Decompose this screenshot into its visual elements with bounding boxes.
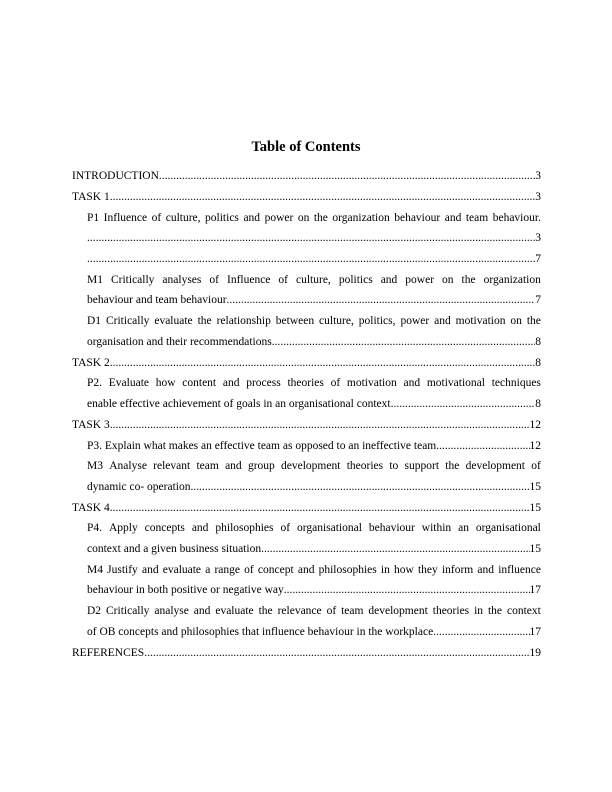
toc-word: relationship bbox=[216, 315, 271, 327]
toc-word: context bbox=[506, 605, 541, 617]
toc-word: relevant bbox=[153, 460, 191, 472]
toc-word: a bbox=[205, 564, 211, 576]
toc-word: between bbox=[275, 315, 315, 327]
toc-word: theories bbox=[287, 377, 324, 389]
toc-word: team bbox=[465, 212, 489, 224]
toc-word: development bbox=[465, 460, 526, 472]
toc-word: culture, bbox=[296, 274, 331, 286]
toc-entry-m3-line1[interactable] bbox=[87, 459, 541, 473]
toc-word: organisational bbox=[296, 522, 362, 534]
toc-entry-p3[interactable]: P3. Explain what makes an effective team as opposed to an ineffective team ..... 12 bbox=[87, 439, 541, 453]
toc-word: politics bbox=[338, 274, 373, 286]
toc-word: behaviour bbox=[394, 212, 441, 224]
toc-word: the bbox=[313, 212, 328, 224]
toc-word: and bbox=[141, 564, 159, 576]
toc-word: organization bbox=[332, 212, 390, 224]
toc-word: philosophies bbox=[318, 564, 377, 576]
toc-word: content bbox=[182, 377, 217, 389]
toc-word: Influence bbox=[103, 212, 148, 224]
toc-word: D1 bbox=[87, 315, 102, 327]
toc-word: the bbox=[445, 460, 460, 472]
toc-word: and bbox=[191, 522, 209, 534]
toc-word: motivation bbox=[455, 315, 506, 327]
toc-word: in bbox=[380, 564, 390, 576]
toc-word: P4. bbox=[87, 522, 103, 534]
toc-word: influence bbox=[498, 564, 541, 576]
toc-word: organisational bbox=[475, 522, 541, 534]
toc-word: of bbox=[326, 605, 337, 617]
toc-word: within bbox=[421, 522, 452, 534]
toc-word: and bbox=[403, 377, 421, 389]
toc-word: group bbox=[247, 460, 275, 472]
toc-word: the bbox=[461, 274, 476, 286]
toc-entry-d1-line1[interactable] bbox=[87, 314, 541, 328]
toc-word: they bbox=[417, 564, 438, 576]
toc-entry-d2-line1[interactable] bbox=[87, 604, 541, 618]
toc-word: and bbox=[380, 274, 398, 286]
toc-entry-m4-line1[interactable] bbox=[87, 563, 541, 577]
toc-word: on bbox=[297, 212, 310, 224]
toc-word: process bbox=[246, 377, 281, 389]
toc-word: Apply bbox=[108, 522, 138, 534]
toc-word: and bbox=[477, 564, 495, 576]
toc-entry-introduction[interactable]: INTRODUCTION ..... 3 bbox=[72, 169, 541, 183]
toc-word: and bbox=[434, 315, 451, 327]
toc-word: of bbox=[244, 564, 254, 576]
toc-entry-p1-line1[interactable] bbox=[87, 211, 541, 225]
toc-word: team bbox=[196, 460, 219, 472]
toc-entry-p1-line3[interactable]: ..... 7 bbox=[87, 252, 541, 266]
toc-word: evaluate bbox=[154, 315, 193, 327]
toc-entry-m1-line2[interactable]: behaviour and team behaviour ..... 7 bbox=[87, 293, 541, 307]
toc-word: behaviour bbox=[368, 522, 415, 534]
toc-entry-p1-line2[interactable]: ..... 3 bbox=[87, 231, 541, 245]
toc-word: motivational bbox=[426, 377, 485, 389]
toc-word: M1 bbox=[87, 274, 103, 286]
toc-entry-d2-line2[interactable]: of OB concepts and philosophies that influence behaviour in the workplace ..... 17 bbox=[87, 625, 541, 639]
toc-word: organization bbox=[483, 274, 541, 286]
toc-word: an bbox=[458, 522, 469, 534]
toc-entry-references[interactable]: REFERENCES ..... 19 bbox=[72, 646, 541, 660]
toc-word: team bbox=[341, 605, 364, 617]
toc-word: inform bbox=[441, 564, 474, 576]
toc-word: how bbox=[394, 564, 414, 576]
toc-entry-task-1[interactable]: TASK 1 ..... 3 bbox=[72, 190, 541, 204]
toc-entry-p4-line2[interactable]: context and a given business situation ..... 15 bbox=[87, 542, 541, 556]
toc-word: on bbox=[442, 274, 454, 286]
toc-word: of bbox=[151, 212, 162, 224]
toc-word: on bbox=[510, 315, 522, 327]
toc-entry-d1-line2[interactable]: organisation and their recommendations ..... 8 bbox=[87, 335, 541, 349]
toc-word: and bbox=[222, 377, 240, 389]
toc-word: P2. bbox=[87, 377, 103, 389]
toc-word: culture, bbox=[319, 315, 354, 327]
toc-word: evaluate bbox=[162, 564, 202, 576]
toc-word: of bbox=[209, 274, 219, 286]
toc-word: evaluate bbox=[215, 605, 254, 617]
toc-word: of bbox=[278, 274, 288, 286]
toc-word: M3 bbox=[87, 460, 103, 472]
toc-entry-m1-line1[interactable] bbox=[87, 273, 541, 287]
toc-entry-p2-line1[interactable] bbox=[87, 376, 541, 390]
toc-word: philosophies bbox=[215, 522, 274, 534]
toc-word: D2 bbox=[87, 605, 102, 617]
toc-word: Analyse bbox=[109, 460, 147, 472]
toc-word: the bbox=[487, 605, 503, 617]
toc-word: in bbox=[474, 605, 484, 617]
toc-word: culture, bbox=[165, 212, 201, 224]
toc-word: techniques bbox=[491, 377, 541, 389]
toc-entry-m4-line2[interactable]: behaviour in both positive or negative way ..... 17 bbox=[87, 583, 541, 597]
toc-word: development bbox=[281, 460, 341, 472]
toc-word: behaviour. bbox=[492, 212, 541, 224]
toc-entry-task-4[interactable]: TASK 4 ..... 15 bbox=[72, 501, 541, 515]
toc-word: theories bbox=[346, 460, 384, 472]
toc-word: of bbox=[330, 377, 341, 389]
toc-word: the bbox=[526, 315, 541, 327]
toc-word: politics, bbox=[358, 315, 396, 327]
toc-word: Critically bbox=[106, 605, 150, 617]
toc-word: support bbox=[404, 460, 440, 472]
toc-word: power bbox=[400, 315, 430, 327]
toc-word: and bbox=[225, 460, 242, 472]
toc-word: of bbox=[280, 522, 291, 534]
toc-word: relevance bbox=[277, 605, 322, 617]
toc-word: analyses bbox=[162, 274, 202, 286]
toc-word: Justify bbox=[107, 564, 138, 576]
toc-word: and bbox=[243, 212, 261, 224]
toc-word: analyse bbox=[154, 605, 189, 617]
page-title: Table of Contents bbox=[251, 139, 361, 155]
toc-word: politics bbox=[205, 212, 239, 224]
toc-word: the bbox=[258, 605, 273, 617]
toc-word: to bbox=[389, 460, 399, 472]
toc-entry-m3-line2[interactable]: dynamic co- operation ..... 15 bbox=[87, 480, 541, 494]
toc-entry-task-2[interactable]: TASK 2 ..... 8 bbox=[72, 356, 541, 370]
toc-word: theories bbox=[432, 605, 470, 617]
toc-word: Influence bbox=[226, 274, 271, 286]
toc-word: concept bbox=[257, 564, 294, 576]
toc-word: power bbox=[405, 274, 435, 286]
toc-word: range bbox=[214, 564, 241, 576]
toc-word: of bbox=[531, 460, 541, 472]
toc-word: Critically bbox=[110, 274, 155, 286]
toc-entry-p2-line2[interactable]: enable effective achievement of goals in an organisational context ..... 8 bbox=[87, 397, 541, 411]
toc-word: development bbox=[368, 605, 428, 617]
toc-word: Critically bbox=[105, 315, 150, 327]
toc-word: how bbox=[155, 377, 176, 389]
toc-word: and bbox=[297, 564, 315, 576]
toc-word: P1 bbox=[87, 212, 100, 224]
toc-word: motivation bbox=[346, 377, 397, 389]
toc-word: the bbox=[197, 315, 212, 327]
toc-word: M4 bbox=[87, 564, 103, 576]
toc-entry-task-3[interactable]: TASK 3 ..... 12 bbox=[72, 418, 541, 432]
toc-word: and bbox=[193, 605, 211, 617]
toc-word: Evaluate bbox=[108, 377, 149, 389]
toc-word: concepts bbox=[144, 522, 185, 534]
toc-entry-p4-line1[interactable] bbox=[87, 521, 541, 535]
toc-word: and bbox=[444, 212, 462, 224]
toc-word: power bbox=[264, 212, 294, 224]
